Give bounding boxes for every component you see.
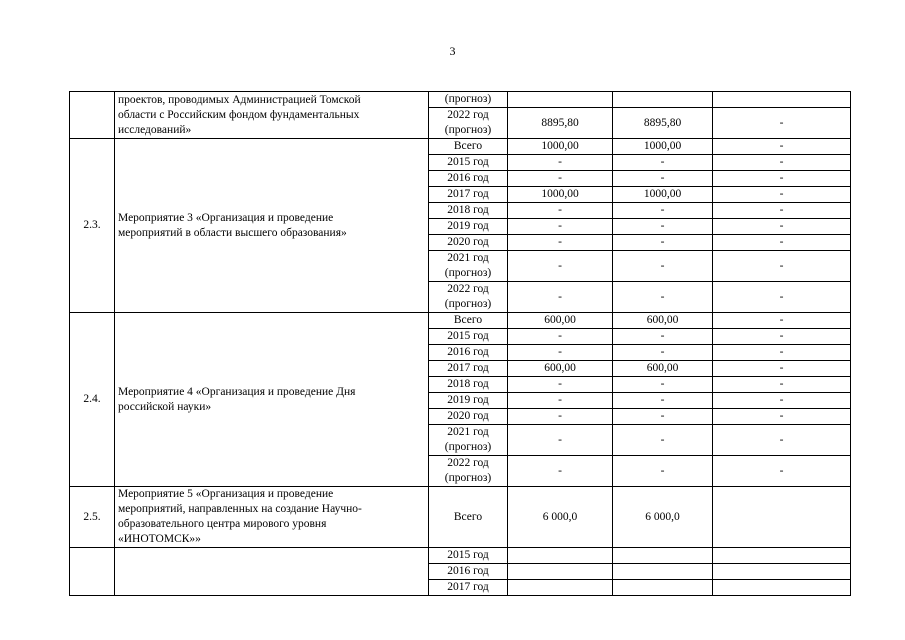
measure-4-year-label: 2022 год	[447, 457, 489, 469]
measure-3-value-1: 1000,00	[508, 139, 613, 155]
budget-table-body	[70, 92, 851, 596]
measure-3-value-3: -	[713, 203, 851, 219]
measure-3-value-3: -	[713, 282, 851, 313]
measure-3-value-2: 1000,00	[613, 139, 713, 155]
measure-4-year-label: 2021 год	[447, 426, 489, 438]
measure-3-year-cell	[429, 251, 508, 282]
measure-4-year-label: 2020 год	[447, 410, 489, 422]
measure-3-name-cell	[115, 139, 429, 313]
measure-5-value-2: 6 000,0	[613, 487, 713, 548]
budget-table	[69, 91, 851, 596]
trailing-year-cell	[429, 548, 508, 564]
measure-3-year-label: 2022 год	[447, 283, 489, 295]
trailing-value-2	[613, 564, 713, 580]
measure-4-value-3: -	[713, 377, 851, 393]
measure-3-value-3: -	[713, 235, 851, 251]
measure-3-row	[70, 139, 851, 155]
measure-4-year-cell	[429, 329, 508, 345]
measure-4-value-3: -	[713, 456, 851, 487]
trailing-name-cell	[115, 548, 429, 596]
measure-4-name-line: Мероприятие 4 «Организация и проведение Дня	[118, 385, 356, 398]
continuation-year-cell	[429, 92, 508, 108]
measure-3-value-3: -	[713, 219, 851, 235]
measure-4-year-label: 2018 год	[447, 378, 489, 390]
measure-3-number-cell	[70, 139, 115, 313]
trailing-value-3	[713, 548, 851, 564]
trailing-value-2	[613, 548, 713, 564]
measure-5-name-line: образовательного центра мирового уровня	[118, 518, 327, 530]
measure-4-value-3: -	[713, 393, 851, 409]
continuation-row	[70, 92, 851, 108]
measure-4-value-3: -	[713, 425, 851, 456]
measure-3-value-3: -	[713, 187, 851, 203]
measure-3-value-2: -	[613, 251, 713, 282]
measure-5-row	[70, 487, 851, 548]
measure-3-year-label: (прогноз)	[444, 267, 492, 279]
measure-3-value-3: -	[713, 139, 851, 155]
measure-3-value-1: -	[508, 251, 613, 282]
measure-4-year-cell	[429, 425, 508, 456]
trailing-year-cell	[429, 564, 508, 580]
measure-4-value-1: -	[508, 393, 613, 409]
measure-5-name-cell	[115, 487, 429, 548]
continuation-year-label: (прогноз)	[444, 93, 492, 105]
measure-3-year-label: 2020 год	[447, 236, 489, 248]
trailing-number-cell	[70, 548, 115, 596]
trailing-year-label: 2017 год	[447, 581, 489, 593]
continuation-value-1: 8895,80	[508, 108, 613, 139]
continuation-name-line: исследований»	[118, 123, 192, 136]
measure-3-year-label: 2021 год	[447, 252, 489, 264]
measure-4-value-3: -	[713, 409, 851, 425]
measure-4-year-cell	[429, 393, 508, 409]
measure-4-year-label: 2016 год	[447, 346, 489, 358]
measure-4-value-3: -	[713, 313, 851, 329]
continuation-name-line: проектов, проводимых Администрацией Томской	[118, 93, 361, 106]
measure-3-value-1: -	[508, 171, 613, 187]
measure-3-value-1: -	[508, 155, 613, 171]
measure-3-value-3: -	[713, 155, 851, 171]
measure-4-year-cell	[429, 361, 508, 377]
measure-4-value-2: -	[613, 456, 713, 487]
measure-3-year-label: 2018 год	[447, 204, 489, 216]
continuation-name-line: области с Российским фондом фундаментальных	[118, 108, 360, 121]
measure-4-value-1: -	[508, 409, 613, 425]
measure-4-year-cell	[429, 345, 508, 361]
measure-4-value-2: 600,00	[613, 313, 713, 329]
measure-4-value-2: -	[613, 377, 713, 393]
measure-3-value-1: -	[508, 203, 613, 219]
measure-3-value-2: -	[613, 219, 713, 235]
measure-4-value-1: -	[508, 425, 613, 456]
measure-5-name-line: «ИНОТОМСК»»	[118, 533, 201, 545]
measure-3-year-cell	[429, 139, 508, 155]
measure-3-year-cell	[429, 219, 508, 235]
trailing-value-1	[508, 580, 613, 596]
measure-5-value-3	[713, 487, 851, 548]
measure-4-value-1: -	[508, 329, 613, 345]
measure-4-value-2: 600,00	[613, 361, 713, 377]
measure-3-value-1: -	[508, 235, 613, 251]
measure-4-value-2: -	[613, 425, 713, 456]
trailing-row	[70, 548, 851, 564]
continuation-value-1	[508, 92, 613, 108]
measure-4-value-1: 600,00	[508, 361, 613, 377]
measure-4-value-3: -	[713, 361, 851, 377]
measure-3-year-label: 2015 год	[447, 156, 489, 168]
measure-5-year-label: Всего	[453, 510, 483, 523]
measure-3-year-label: 2019 год	[447, 220, 489, 232]
continuation-value-2: 8895,80	[613, 108, 713, 139]
measure-5-name-line: Мероприятие 5 «Организация и проведение	[118, 488, 334, 500]
measure-5-value-1: 6 000,0	[508, 487, 613, 548]
continuation-year-cell	[429, 108, 508, 139]
measure-4-value-1: -	[508, 377, 613, 393]
trailing-year-label: 2015 год	[447, 549, 489, 561]
measure-4-value-2: -	[613, 393, 713, 409]
measure-4-number: 2.4.	[83, 393, 101, 405]
continuation-year-label: 2022 год	[447, 109, 489, 121]
measure-4-year-cell	[429, 313, 508, 329]
trailing-value-3	[713, 580, 851, 596]
measure-3-year-cell	[429, 203, 508, 219]
measure-4-year-label: 2015 год	[447, 330, 489, 342]
measure-3-name-line: Мероприятие 3 «Организация и проведение	[118, 211, 334, 224]
measure-4-year-label: (прогноз)	[444, 472, 492, 484]
measure-5-year-cell	[429, 487, 508, 548]
measure-4-year-cell	[429, 409, 508, 425]
trailing-value-1	[508, 548, 613, 564]
measure-4-name-line: российской науки»	[118, 400, 212, 413]
measure-3-name-line: мероприятий в области высшего образования»	[118, 226, 347, 239]
measure-4-year-label: 2019 год	[447, 394, 489, 406]
measure-4-name-cell	[115, 313, 429, 487]
measure-3-year-cell	[429, 187, 508, 203]
measure-4-value-1: -	[508, 456, 613, 487]
trailing-year-cell	[429, 580, 508, 596]
measure-4-year-cell	[429, 456, 508, 487]
measure-4-year-label: 2017 год	[447, 362, 489, 374]
continuation-value-2	[613, 92, 713, 108]
measure-4-row	[70, 313, 851, 329]
measure-3-value-3: -	[713, 171, 851, 187]
measure-4-value-3: -	[713, 345, 851, 361]
trailing-value-3	[713, 564, 851, 580]
continuation-number-cell	[70, 92, 115, 139]
measure-3-number: 2.3.	[83, 219, 101, 231]
measure-4-value-1: 600,00	[508, 313, 613, 329]
measure-3-year-label: 2016 год	[447, 172, 489, 184]
measure-3-value-2: -	[613, 235, 713, 251]
measure-3-year-label: (прогноз)	[444, 298, 492, 310]
measure-3-year-label: Всего	[453, 140, 483, 152]
measure-4-year-label: Всего	[453, 314, 483, 326]
trailing-year-label: 2016 год	[447, 565, 489, 577]
measure-3-value-2: -	[613, 282, 713, 313]
measure-5-number: 2.5.	[83, 510, 101, 523]
trailing-value-2	[613, 580, 713, 596]
measure-3-year-cell	[429, 155, 508, 171]
trailing-value-1	[508, 564, 613, 580]
measure-3-value-1: -	[508, 219, 613, 235]
measure-4-value-2: -	[613, 329, 713, 345]
continuation-value-3: -	[713, 108, 851, 139]
continuation-name-cell	[115, 92, 429, 139]
measure-3-value-3: -	[713, 251, 851, 282]
measure-4-value-3: -	[713, 329, 851, 345]
measure-4-year-cell	[429, 377, 508, 393]
measure-4-year-label: (прогноз)	[444, 441, 492, 453]
continuation-year-label: (прогноз)	[444, 124, 492, 136]
measure-5-number-cell	[70, 487, 115, 548]
measure-4-value-2: -	[613, 409, 713, 425]
measure-3-year-label: 2017 год	[447, 188, 489, 200]
measure-4-value-1: -	[508, 345, 613, 361]
measure-3-value-1: -	[508, 282, 613, 313]
measure-5-name-line: мероприятий, направленных на создание Научно-	[118, 503, 362, 515]
measure-3-value-2: -	[613, 203, 713, 219]
measure-3-year-cell	[429, 282, 508, 313]
continuation-value-3	[713, 92, 851, 108]
measure-3-value-2: -	[613, 171, 713, 187]
page-number: 3	[449, 44, 456, 58]
measure-3-year-cell	[429, 235, 508, 251]
measure-3-value-1: 1000,00	[508, 187, 613, 203]
measure-3-value-2: -	[613, 155, 713, 171]
measure-3-value-2: 1000,00	[613, 187, 713, 203]
measure-4-number-cell	[70, 313, 115, 487]
measure-4-value-2: -	[613, 345, 713, 361]
measure-3-year-cell	[429, 171, 508, 187]
